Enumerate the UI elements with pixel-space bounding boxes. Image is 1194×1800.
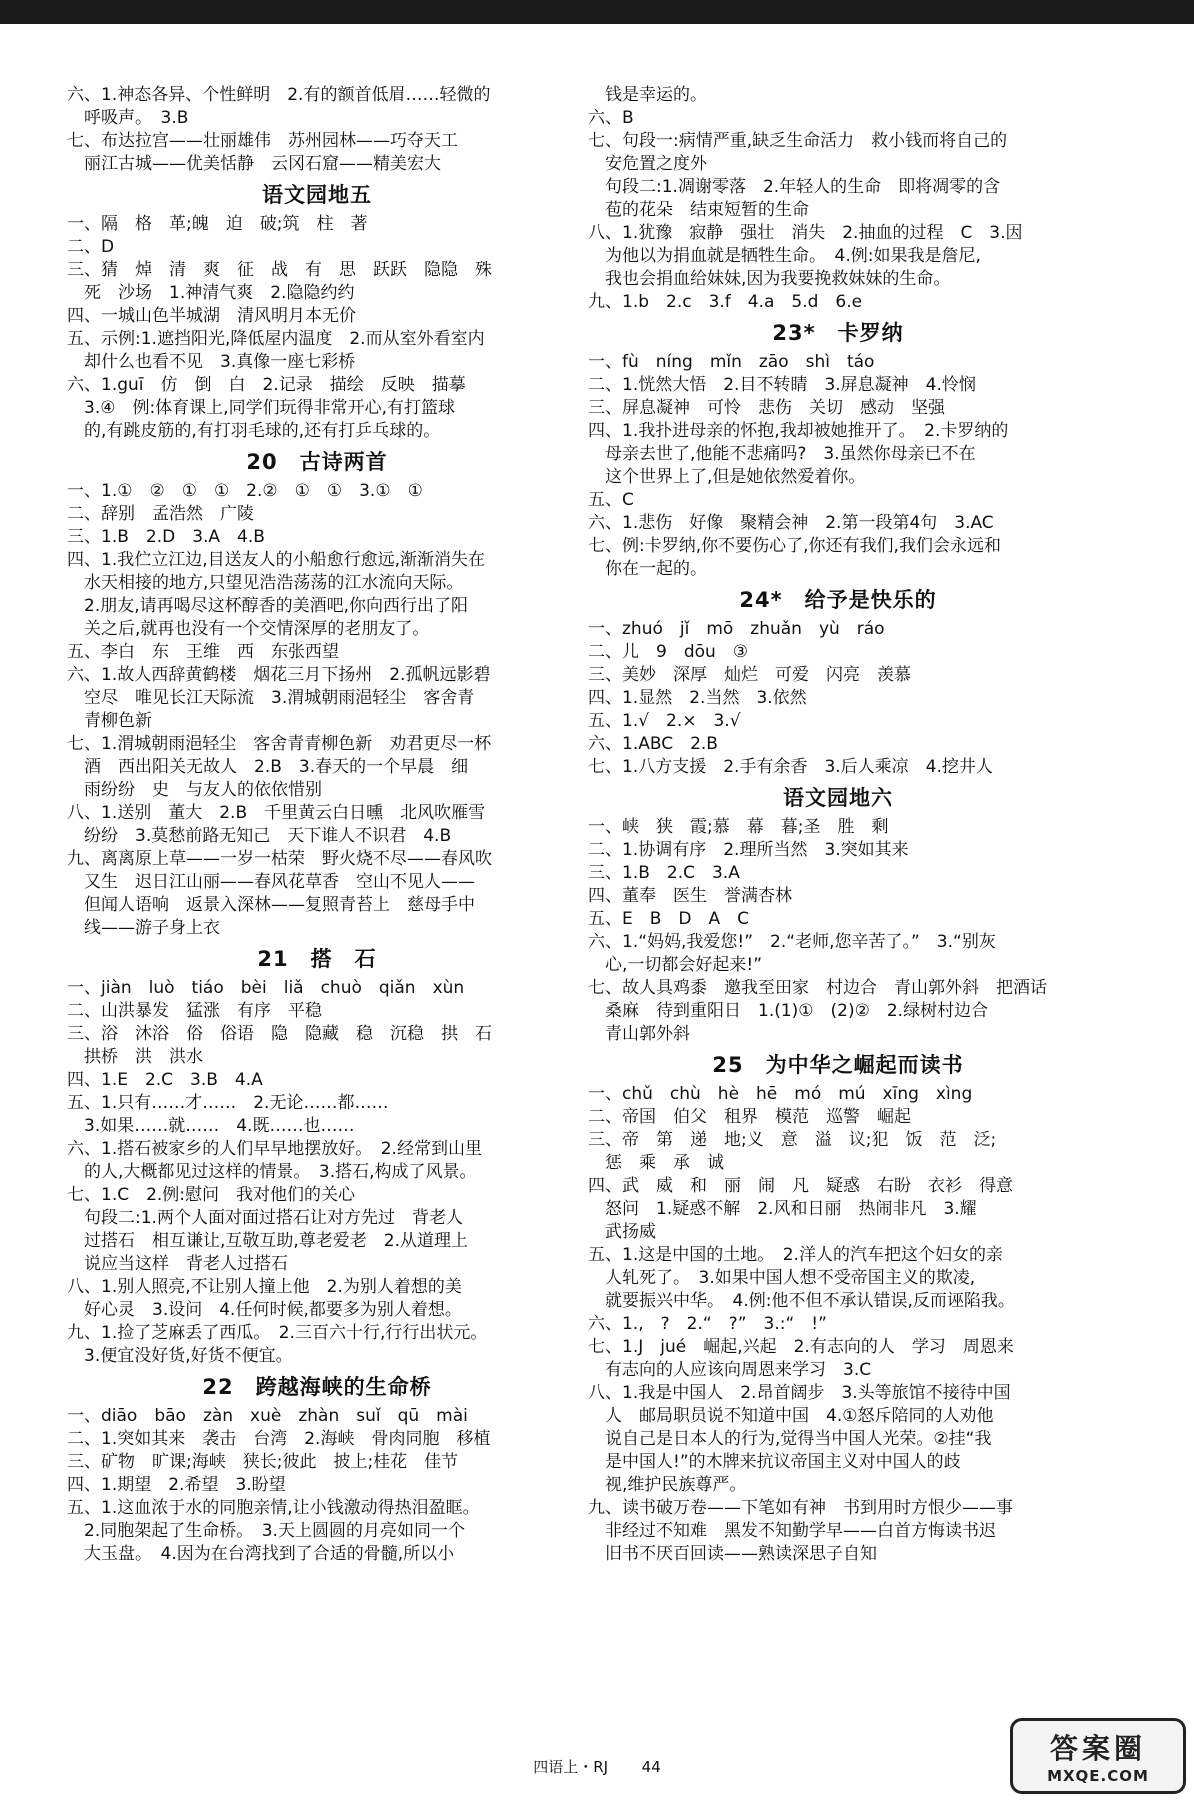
answer-line: 雨纷纷 史 与友人的依依惜别 bbox=[67, 780, 322, 800]
answer-line: 四、1.显然 2.当然 3.依然 bbox=[588, 688, 807, 708]
answer-line: 酒 西出阳关无故人 2.B 3.春天的一个早晨 细 bbox=[67, 757, 469, 777]
answer-line: 人 邮局职员说不知道中国 4.①怒斥陪同的人劝他 bbox=[588, 1406, 994, 1426]
answer-line: 是中国人!”的木牌来抗议帝国主义对中国人的歧 bbox=[588, 1452, 961, 1472]
answer-line: 四、董奉 医生 誉满杏林 bbox=[588, 886, 792, 906]
answer-line: 线——游子身上衣 bbox=[67, 918, 220, 938]
section-title: 25 为中华之崛起而读书 bbox=[712, 1053, 964, 1077]
answer-line: 五、1.只有……才…… 2.无论……都…… bbox=[67, 1093, 389, 1113]
answer-line: 过搭石 相互谦让,互敬互助,尊老爱老 2.从道理上 bbox=[67, 1231, 469, 1251]
watermark-logo bbox=[1010, 1718, 1186, 1794]
answer-line: 的,有跳皮筋的,有打羽毛球的,还有打乒乓球的。 bbox=[67, 421, 441, 441]
answer-line: 八、1.送别 董大 2.B 千里黄云白日曛 北风吹雁雪 bbox=[67, 803, 486, 823]
answer-line: 五、示例:1.遮挡阳光,降低屋内温度 2.而从室外看室内 bbox=[67, 329, 485, 349]
answer-line: 七、1.八方支援 2.手有余香 3.后人乘凉 4.挖井人 bbox=[588, 757, 993, 777]
answer-line: 武扬威 bbox=[588, 1222, 656, 1242]
answer-line: 好心灵 3.设问 4.任何时候,都要多为别人着想。 bbox=[67, 1300, 462, 1320]
answer-line: 五、C bbox=[588, 490, 634, 510]
answer-line: 2.朋友,请再喝尽这杯醇香的美酒吧,你向西行出了阳 bbox=[67, 596, 469, 616]
answer-line: 六、1.guī 仿 倒 白 2.记录 描绘 反映 描摹 bbox=[67, 375, 466, 395]
answer-line: 九、离离原上草——一岁一枯荣 野火烧不尽——春风吹 bbox=[67, 849, 492, 869]
answer-line: 四、一城山色半城湖 清风明月本无价 bbox=[67, 306, 356, 326]
answer-line: 五、1.√ 2.× 3.√ bbox=[588, 711, 741, 731]
top-scan-border bbox=[0, 0, 1194, 24]
section-title: 21 搭 石 bbox=[257, 947, 377, 971]
answer-line: 心,一切都会好起来!” bbox=[588, 955, 763, 975]
watermark-text: 答案圈 bbox=[1049, 1732, 1146, 1765]
answer-line: 为他以为捐血就是牺牲生命。 4.例:如果我是詹尼, bbox=[588, 246, 981, 266]
section-title: 23* 卡罗纳 bbox=[772, 321, 904, 345]
answer-line: 六、1., ? 2.“ ?” 3.:“ !” bbox=[588, 1314, 827, 1334]
answer-line: 一、fù níng mǐn zāo shì táo bbox=[588, 352, 875, 372]
answer-line: 钱是幸运的。 bbox=[588, 85, 707, 105]
answer-line: 六、1.ABC 2.B bbox=[588, 734, 718, 754]
answer-line: 旧书不厌百回读——熟读深思子自知 bbox=[588, 1544, 877, 1564]
section-title: 语文园地五 bbox=[262, 183, 372, 207]
answer-line: 就要振兴中华。 4.例:他不但不承认错误,反而诬陷我。 bbox=[588, 1291, 1015, 1311]
answer-line: 四、武 威 和 丽 闹 凡 疑惑 右盼 衣衫 得意 bbox=[588, 1176, 1013, 1196]
answer-line: 呼吸声。 3.B bbox=[67, 108, 189, 128]
answer-line: 八、1.犹豫 寂静 强壮 消失 2.抽血的过程 C 3.因 bbox=[588, 223, 1023, 243]
answer-line: 死 沙场 1.神清气爽 2.隐隐约约 bbox=[67, 283, 355, 303]
answer-line: 非经过不知难 黑发不知勤学早——白首方悔读书迟 bbox=[588, 1521, 996, 1541]
answer-line: 二、辞别 孟浩然 广陵 bbox=[67, 504, 254, 524]
answer-line: 七、1.J jué 崛起,兴起 2.有志向的人 学习 周恩来 bbox=[588, 1337, 1014, 1357]
answer-line: 三、帝 第 递 地;义 意 溢 议;犯 饭 范 泛; bbox=[588, 1130, 997, 1150]
answer-line: 一、zhuó jǐ mō zhuǎn yù ráo bbox=[588, 619, 885, 639]
answer-line: 六、B bbox=[588, 108, 634, 128]
answer-line: 一、1.① ② ① ① 2.② ① ① 3.① ① bbox=[67, 481, 423, 501]
answer-line: 六、1.悲伤 好像 聚精会神 2.第一段第4句 3.AC bbox=[588, 513, 994, 533]
answer-line: 三、猜 焯 清 爽 征 战 有 思 跃跃 隐隐 殊 bbox=[67, 260, 492, 280]
right-column bbox=[588, 84, 1088, 1566]
section-title: 20 古诗两首 bbox=[246, 450, 388, 474]
answer-line: 人轧死了。 3.如果中国人想不受帝国主义的欺凌, bbox=[588, 1268, 976, 1288]
answer-line: 拱桥 洪 洪水 bbox=[67, 1047, 203, 1067]
answer-line: 一、diāo bāo zàn xuè zhàn suǐ qū mài bbox=[67, 1406, 468, 1426]
answer-line: 三、浴 沐浴 俗 俗语 隐 隐藏 稳 沉稳 拱 石 bbox=[67, 1024, 492, 1044]
answer-line: 水天相接的地方,只望见浩浩荡荡的江水流向天际。 bbox=[67, 573, 464, 593]
answer-line: 三、1.B 2.D 3.A 4.B bbox=[67, 527, 265, 547]
answer-line: 四、1.期望 2.希望 3.盼望 bbox=[67, 1475, 286, 1495]
answer-line: 2.同胞架起了生命桥。 3.天上圆圆的月亮如同一个 bbox=[67, 1521, 465, 1541]
answer-line: 但闻人语响 返景入深林——复照青苔上 慈母手中 bbox=[67, 895, 475, 915]
section-title: 24* 给予是快乐的 bbox=[739, 588, 937, 612]
answer-line: 3.④ 例:体育课上,同学们玩得非常开心,有打篮球 bbox=[67, 398, 455, 418]
section-title: 22 跨越海峡的生命桥 bbox=[202, 1375, 432, 1399]
answer-line: 八、1.别人照亮,不让别人撞上他 2.为别人着想的美 bbox=[67, 1277, 462, 1297]
answer-line: 二、帝国 伯父 租界 模范 巡警 崛起 bbox=[588, 1107, 911, 1127]
answer-line: 六、1.神态各异、个性鲜明 2.有的额首低眉……轻微的 bbox=[67, 85, 491, 105]
answer-line: 二、1.协调有序 2.理所当然 3.突如其来 bbox=[588, 840, 909, 860]
watermark-url: MXQE.COM bbox=[1047, 1767, 1149, 1785]
answer-line: 九、读书破万卷——下笔如有神 书到用时方恨少——事 bbox=[588, 1498, 1013, 1518]
answer-line: 这个世界上了,但是她依然爱着你。 bbox=[588, 467, 866, 487]
answer-line: 句段二:1.两个人面对面过搭石让对方先过 背老人 bbox=[67, 1208, 463, 1228]
answer-line: 说自己是日本人的行为,觉得当中国人光荣。②挂“我 bbox=[588, 1429, 992, 1449]
answer-line: 句段二:1.凋谢零落 2.年轻人的生命 即将凋零的含 bbox=[588, 177, 1001, 197]
answer-line: 五、1.这血浓于水的同胞亲情,让小钱激动得热泪盈眶。 bbox=[67, 1498, 480, 1518]
answer-line: 视,维护民族尊严。 bbox=[588, 1475, 747, 1495]
answer-line: 六、1.故人西辞黄鹤楼 烟花三月下扬州 2.孤帆远影碧 bbox=[67, 665, 491, 685]
answer-line: 四、1.E 2.C 3.B 4.A bbox=[67, 1070, 263, 1090]
answer-line: 一、峡 狭 霞;慕 幕 暮;圣 胜 剩 bbox=[588, 817, 889, 837]
answer-line: 却什么也看不见 3.真像一座七彩桥 bbox=[67, 352, 356, 372]
answer-line: 七、1.渭城朝雨浥轻尘 客舍青青柳色新 劝君更尽一杯 bbox=[67, 734, 492, 754]
answer-line: 桑麻 待到重阳日 1.(1)① (2)② 2.绿树村边合 bbox=[588, 1001, 989, 1021]
answer-line: 母亲去世了,他能不悲痛吗? 3.虽然你母亲已不在 bbox=[588, 444, 976, 464]
answer-line: 一、jiàn luò tiáo bèi liǎ chuò qiǎn xùn bbox=[67, 978, 465, 998]
answer-line: 青柳色新 bbox=[67, 711, 152, 731]
answer-line: 六、1.“妈妈,我爱您!” 2.“老师,您辛苦了。” 3.“别灰 bbox=[588, 932, 996, 952]
answer-line: 五、1.这是中国的土地。 2.洋人的汽车把这个妇女的亲 bbox=[588, 1245, 1003, 1265]
answer-line: 九、1.捡了芝麻丢了西瓜。 2.三百六十行,行行出状元。 bbox=[67, 1323, 488, 1343]
answer-line: 青山郭外斜 bbox=[588, 1024, 690, 1044]
answer-line: 的人,大概都见过这样的情景。 3.搭石,构成了风景。 bbox=[67, 1162, 477, 1182]
left-column bbox=[67, 84, 567, 1566]
answer-line: 七、句段一:病情严重,缺乏生命活力 救小钱而将自己的 bbox=[588, 131, 1008, 151]
answer-line: 六、1.搭石被家乡的人们早早地摆放好。 2.经常到山里 bbox=[67, 1139, 482, 1159]
answer-line: 苞的花朵 结束短暂的生命 bbox=[588, 200, 809, 220]
answer-line: 说应当这样 背老人过搭石 bbox=[67, 1254, 288, 1274]
answer-line: 二、山洪暴发 猛涨 有序 平稳 bbox=[67, 1001, 322, 1021]
answer-line: 怒问 1.疑惑不解 2.风和日丽 热闹非凡 3.耀 bbox=[588, 1199, 977, 1219]
answer-line: 3.便宜没好货,好货不便宜。 bbox=[67, 1346, 293, 1366]
answer-line: 空尽 唯见长江天际流 3.渭城朝雨浥轻尘 客舍青 bbox=[67, 688, 475, 708]
footer-label: 四语上・RJ bbox=[533, 1758, 609, 1776]
answer-line: 二、D bbox=[67, 237, 115, 257]
answer-line: 关之后,就再也没有一个交情深厚的老朋友了。 bbox=[67, 619, 430, 639]
answer-line: 我也会捐血给妹妹,因为我要挽救妹妹的生命。 bbox=[588, 269, 951, 289]
answer-line: 惩 乘 承 诚 bbox=[588, 1153, 724, 1173]
answer-line: 四、1.我扑进母亲的怀抱,我却被她推开了。 2.卡罗纳的 bbox=[588, 421, 1009, 441]
answer-line: 七、1.C 2.例:慰问 我对他们的关心 bbox=[67, 1185, 356, 1205]
answer-line: 三、美妙 深厚 灿烂 可爱 闪亮 羡慕 bbox=[588, 665, 911, 685]
section-title: 语文园地六 bbox=[783, 786, 893, 810]
answer-line: 二、儿 9 dōu ③ bbox=[588, 642, 749, 662]
answer-line: 一、隔 格 革;魄 迫 破;筑 柱 著 bbox=[67, 214, 368, 234]
page-number: 44 bbox=[641, 1758, 661, 1776]
answer-line: 大玉盘。 4.因为在台湾找到了合适的骨髓,所以小 bbox=[67, 1544, 455, 1564]
answer-line: 九、1.b 2.c 3.f 4.a 5.d 6.e bbox=[588, 292, 863, 312]
answer-line: 纷纷 3.莫愁前路无知己 天下谁人不识君 4.B bbox=[67, 826, 452, 846]
answer-line: 一、chǔ chù hè hē mó mú xīng xìng bbox=[588, 1084, 973, 1104]
answer-line: 你在一起的。 bbox=[588, 559, 707, 579]
answer-line: 三、1.B 2.C 3.A bbox=[588, 863, 740, 883]
answer-line: 四、1.我伫立江边,目送友人的小船愈行愈远,渐渐消失在 bbox=[67, 550, 486, 570]
answer-line: 安危置之度外 bbox=[588, 154, 707, 174]
answer-line: 丽江古城——优美恬静 云冈石窟——精美宏大 bbox=[67, 154, 441, 174]
answer-line: 三、屏息凝神 可怜 悲伤 关切 感动 坚强 bbox=[588, 398, 945, 418]
answer-line: 五、E B D A C bbox=[588, 909, 749, 929]
answer-line: 二、1.突如其来 袭击 台湾 2.海峡 骨肉同胞 移植 bbox=[67, 1429, 491, 1449]
answer-line: 五、李白 东 王维 西 东张西望 bbox=[67, 642, 339, 662]
answer-line: 3.如果……就…… 4.既……也…… bbox=[67, 1116, 355, 1136]
answer-line: 七、例:卡罗纳,你不要伤心了,你还有我们,我们会永远和 bbox=[588, 536, 1001, 556]
answer-line: 有志向的人应该向周恩来学习 3.C bbox=[588, 1360, 872, 1380]
answer-line: 二、1.恍然大悟 2.目不转睛 3.屏息凝神 4.怜悯 bbox=[588, 375, 976, 395]
answer-line: 又生 迟日江山丽——春风花草香 空山不见人—— bbox=[67, 872, 475, 892]
answer-line: 三、矿物 旷课;海峡 狭长;彼此 披上;桂花 佳节 bbox=[67, 1452, 459, 1472]
answer-line: 七、布达拉宫——壮丽雄伟 苏州园林——巧夺天工 bbox=[67, 131, 458, 151]
answer-line: 八、1.我是中国人 2.昂首阔步 3.头等旅馆不接待中国 bbox=[588, 1383, 1011, 1403]
answer-line: 七、故人具鸡黍 邀我至田家 村边合 青山郭外斜 把酒话 bbox=[588, 978, 1047, 998]
